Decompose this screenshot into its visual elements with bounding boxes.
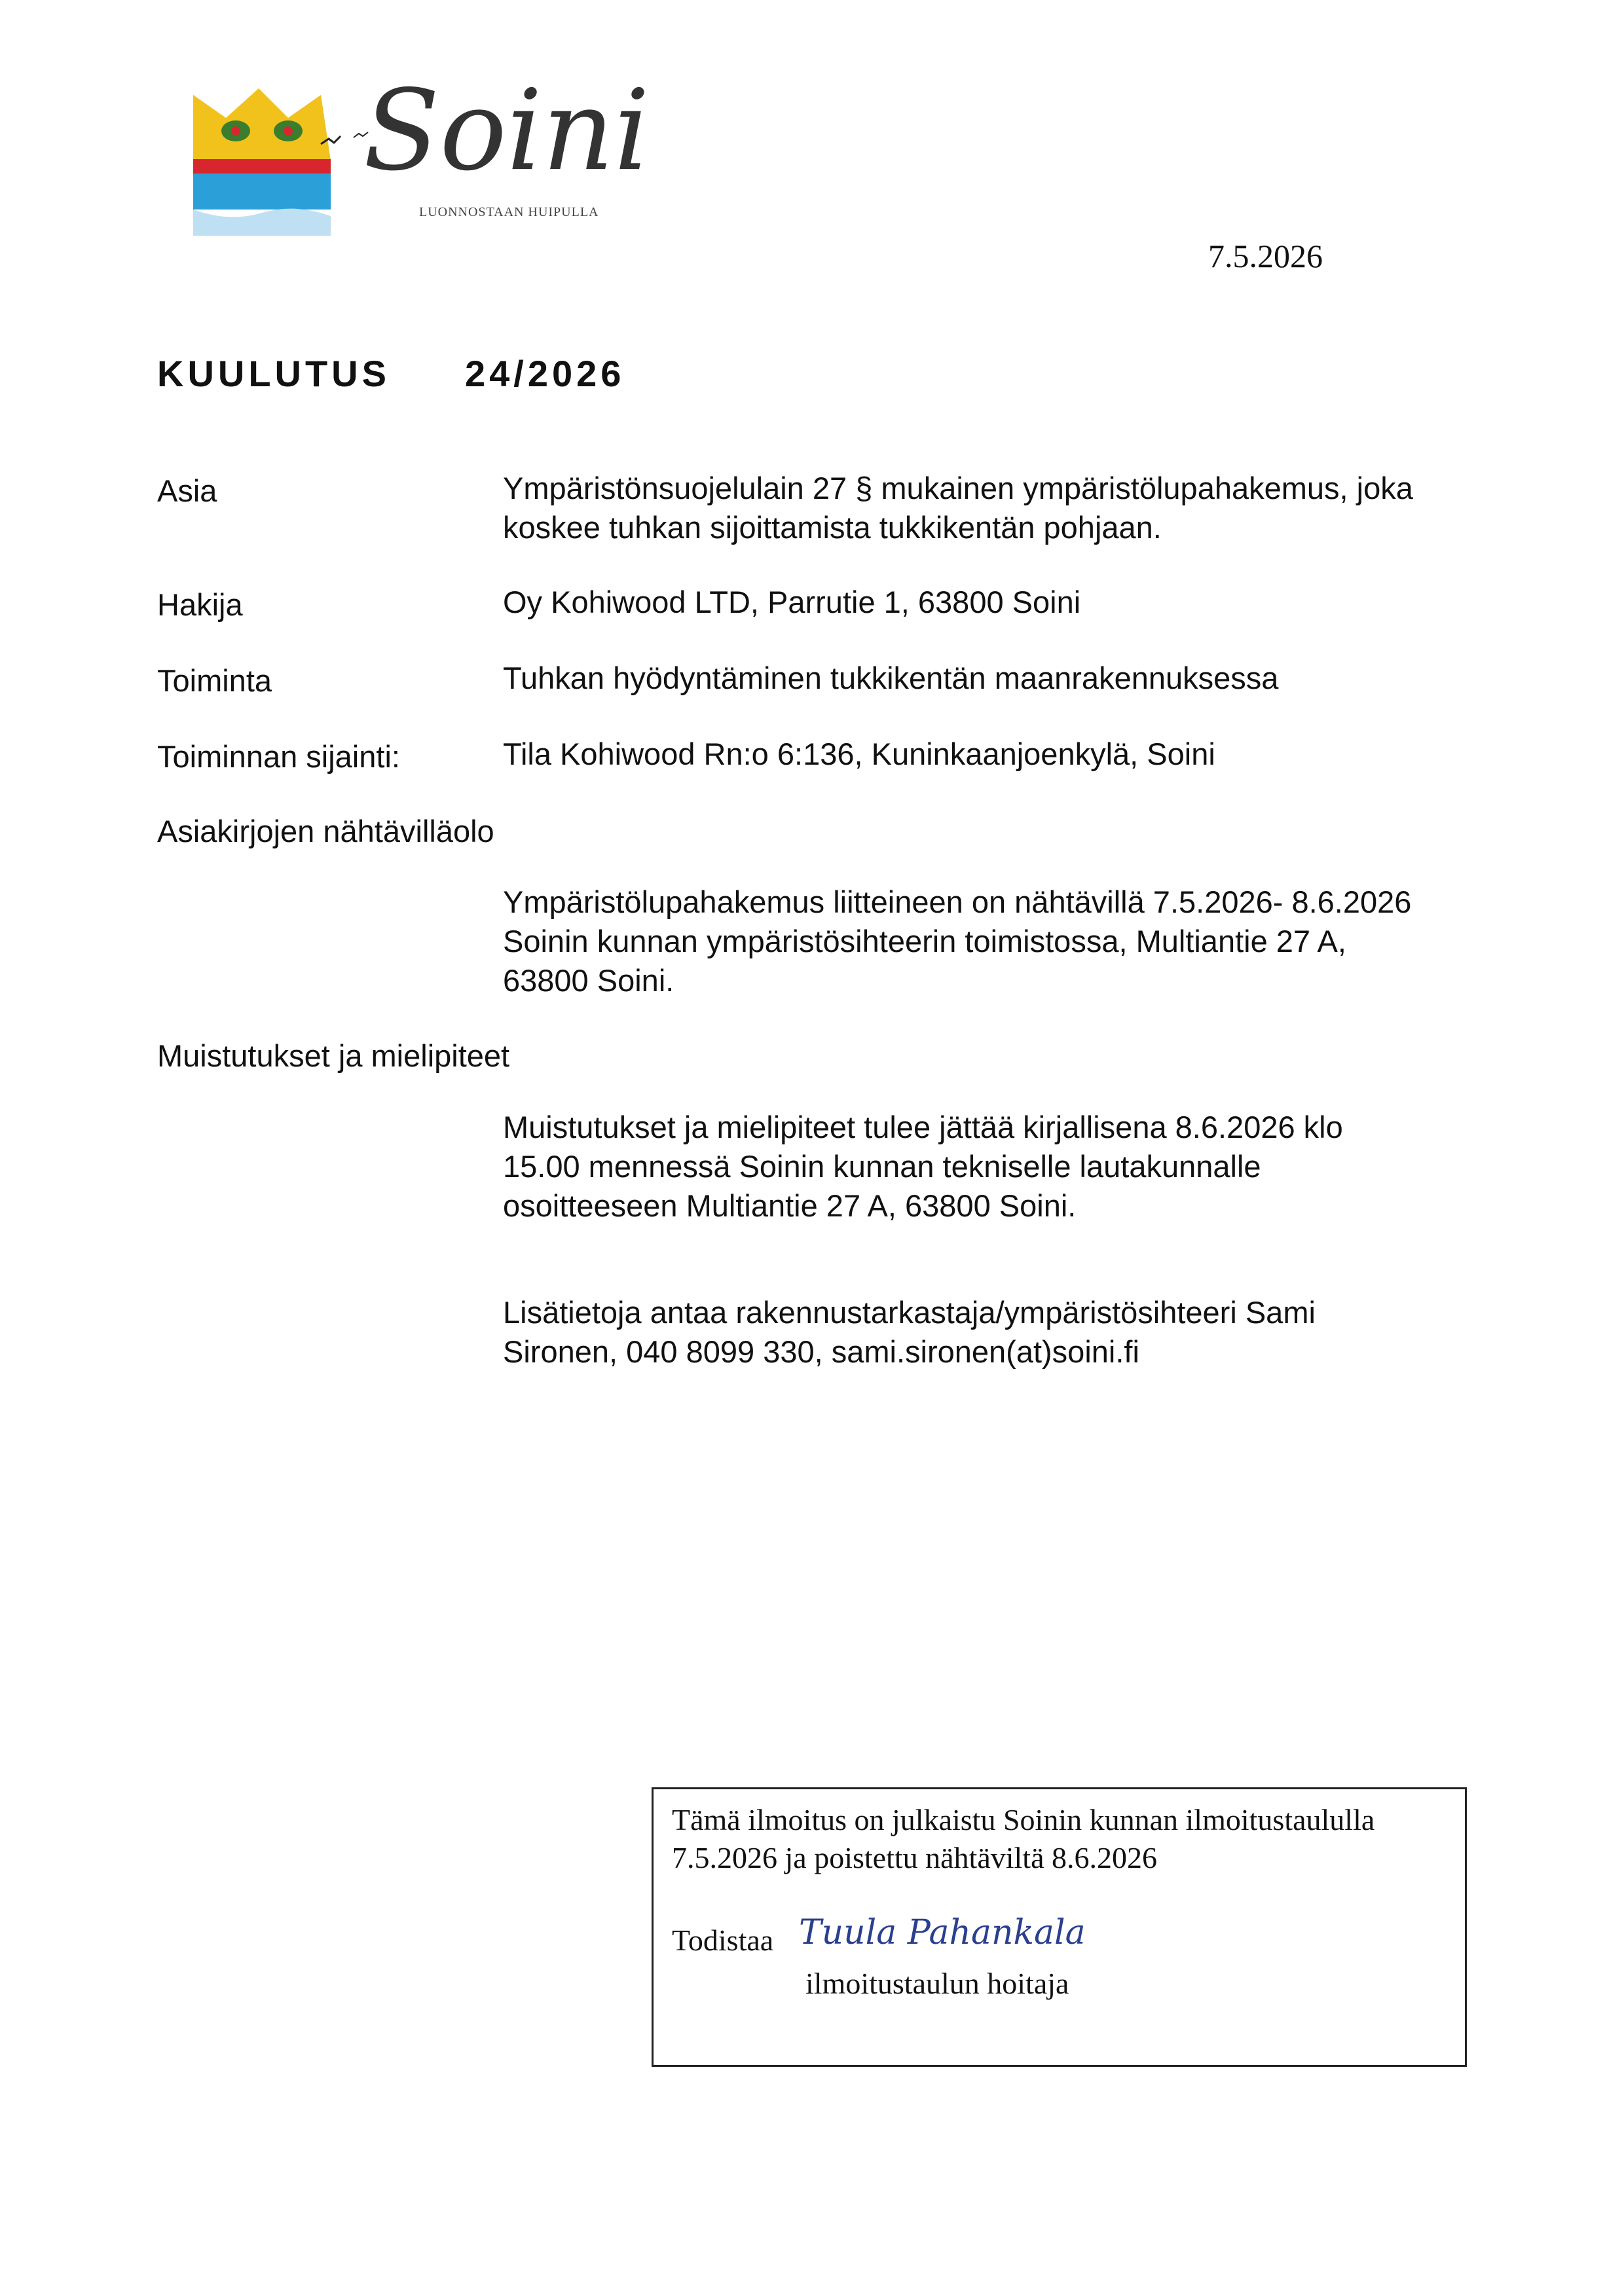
document-type-heading: KUULUTUS <box>157 353 390 394</box>
muistutukset-line: 15.00 mennessä Soinin kunnan tekniselle lautakunnalle <box>503 1149 1261 1184</box>
document-date: 7.5.2026 <box>1208 238 1323 274</box>
nahtavilla-line: Soinin kunnan ympäristösihteerin toimistossa, Multiantie 27 A, <box>503 924 1346 958</box>
hakija-label: Hakija <box>157 587 243 622</box>
notice-line: 7.5.2026 ja poistettu nähtäviltä 8.6.2026 <box>672 1841 1158 1874</box>
municipality-logo <box>190 66 650 252</box>
signer-role: ilmoitustaulun hoitaja <box>805 1967 1069 2000</box>
muistutukset-line: Muistutukset ja mielipiteet tulee jättää kirjallisena 8.6.2026 klo <box>503 1110 1343 1144</box>
toiminta-label: Toiminta <box>157 663 272 698</box>
muistutukset-label: Muistutukset ja mielipiteet <box>157 1038 510 1073</box>
logo-tagline: LUONNOSTAAN HUIPULLA <box>419 205 599 219</box>
lisatietoja-text <box>503 1293 1498 1372</box>
sijainti-label: Toiminnan sijainti: <box>157 739 400 774</box>
nahtavilla-label: Asiakirjojen nähtävilläolo <box>157 814 494 848</box>
toiminta-value: Tuhkan hyödyntäminen tukkikentän maanrakennuksessa <box>503 661 1279 695</box>
muistutukset-text <box>503 1108 1498 1226</box>
lisatietoja-line: Sironen, 040 8099 330, sami.sironen(at)soini.fi <box>503 1334 1139 1369</box>
asia-line: Ympäristönsuojelulain 27 § mukainen ympäristölupahakemus, joka <box>503 471 1413 505</box>
nahtavilla-line: Ympäristölupahakemus liitteineen on nähtävillä 7.5.2026- 8.6.2026 <box>503 884 1412 919</box>
publication-notice-text <box>672 1801 1445 1877</box>
certify-label: Todistaa <box>672 1923 774 1957</box>
handwritten-signature: Tuula Pahankala <box>799 1913 1086 1952</box>
lisatietoja-line: Lisätietoja antaa rakennustarkastaja/ympäristösihteeri Sami <box>503 1295 1316 1330</box>
notice-line: Tämä ilmoitus on julkaistu Soinin kunnan ilmoitustaululla <box>672 1803 1375 1836</box>
asia-line: koskee tuhkan sijoittamista tukkikentän pohjaan. <box>503 510 1162 545</box>
nahtavilla-line: 63800 Soini. <box>503 963 674 998</box>
asia-label: Asia <box>157 473 217 508</box>
logo-wordmark: Soini <box>363 66 650 196</box>
muistutukset-line: osoitteeseen Multiantie 27 A, 63800 Soini. <box>503 1188 1077 1223</box>
document-number: 24/2026 <box>465 353 625 394</box>
asia-value <box>503 469 1498 547</box>
sijainti-value: Tila Kohiwood Rn:o 6:136, Kuninkaanjoenkylä, Soini <box>503 737 1215 771</box>
hakija-value: Oy Kohiwood LTD, Parrutie 1, 63800 Soini <box>503 585 1081 619</box>
publication-notice-box <box>652 1787 1467 2067</box>
nahtavilla-text <box>503 883 1498 1000</box>
